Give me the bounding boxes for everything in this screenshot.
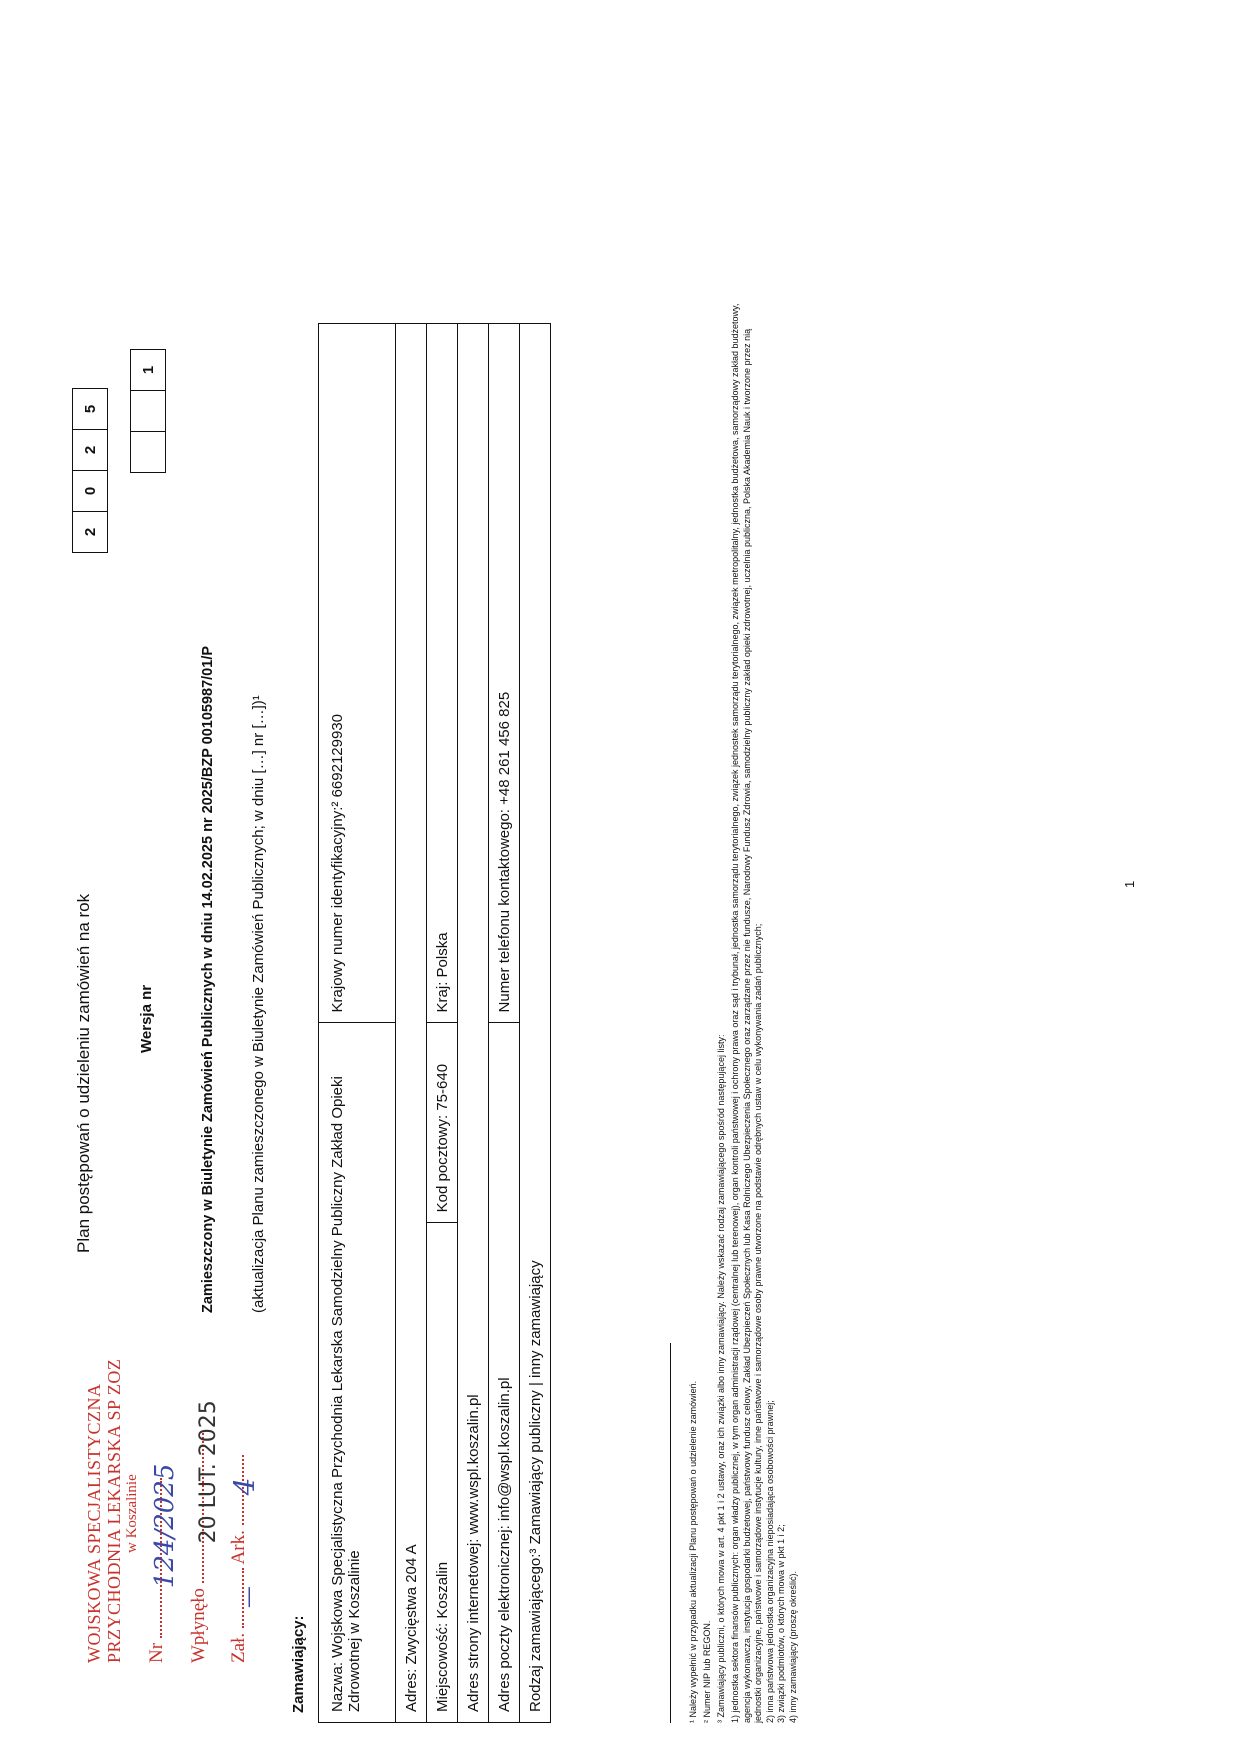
stamp-line-1: WOJSKOWA SPECJALISTYCZNA	[84, 1383, 104, 1663]
stamp-wplynelo-label: Wpłynęło	[188, 1588, 209, 1663]
version-label: Wersja nr	[138, 984, 155, 1053]
rodzaj-cell: Rodzaj zamawiającego:³ Zamawiający publiczny | inny zamawiający	[520, 324, 551, 1723]
stamp-ark-value: 4	[228, 1477, 261, 1496]
year-boxes	[72, 388, 108, 553]
zamawiajacy-table	[318, 323, 551, 1723]
stamp-zal-value: —	[236, 1586, 261, 1609]
footnote-list	[730, 293, 799, 1723]
footnote-1: ¹ Należy wypełnić w przypadku aktualizacji Planu postępowań o udzielenie zamówień.	[688, 1380, 698, 1723]
footnote-rule	[670, 1343, 671, 1723]
footnote-3: ³ Zamawiający publiczni, o których mowa w art. 4 pkt 1 i 2 ustawy, oraz ich związki albo inny zamawiający. Należy wskazać rodzaj zamawiającego spośród następującej listy:	[716, 1034, 726, 1723]
stamp-line-3: w Koszalinie	[124, 1474, 140, 1553]
version-digit	[131, 390, 165, 431]
version-digit: 1	[139, 365, 157, 375]
year-digit: 5	[81, 404, 99, 414]
year-digit: 2	[73, 511, 107, 552]
kraj-cell: Kraj: Polska	[427, 324, 458, 1023]
adres-cell: Adres: Zwycięstwa 204 A	[396, 324, 427, 1723]
zamawiajacy-heading: Zamawiający:	[290, 1615, 307, 1713]
version-digit	[131, 431, 165, 472]
nazwa-cell: Nazwa: Wojskowa Specjalistyczna Przychodnia Lekarska Samodzielny Publiczny Zakład Opieki Zdrowotnej w Koszalinie	[319, 1023, 396, 1723]
stamp-zal-label: Zał.	[228, 1632, 249, 1663]
page-number: 1	[1122, 880, 1137, 888]
email-cell: Adres poczty elektronicznej: info@wspl.koszalin.pl	[489, 1023, 520, 1723]
telefon-cell: Numer telefonu kontaktowego: +48 261 456 825	[489, 324, 520, 1023]
footnote-item: 3) związki podmiotów, o których mowa w pkt 1 i 2;	[776, 1524, 786, 1723]
stamp-zal-row	[228, 1455, 261, 1663]
stamp-nr-row	[146, 1463, 180, 1663]
year-digit: 0	[73, 470, 107, 511]
stamp-ark-label: Ark.	[228, 1530, 249, 1565]
stamp-nr-label: Nr	[146, 1642, 167, 1663]
footnote-item: 4) inny zamawiający (proszę określić).	[787, 1570, 798, 1723]
version-boxes	[130, 349, 166, 473]
update-note: (aktualizacja Planu zamieszczonego w Biuletynie Zamówień Publicznych; w dniu […] nr […])¹	[250, 695, 267, 1313]
bzp-publication-info: Zamieszczony w Biuletynie Zamówień Publicznych w dniu 14.02.2025 nr 2025/BZP 00105987/01/P	[200, 645, 216, 1313]
year-digit: 2	[73, 429, 107, 470]
miejscowosc-cell: Miejscowość: Koszalin	[427, 1223, 458, 1723]
footnote-item: 2) inna państwowa jednostka organizacyjna nieposiadająca osobowości prawnej;	[764, 1400, 775, 1723]
krajowy-numer-cell: Krajowy numer identyfikacyjny:² 6692129930	[319, 324, 396, 1023]
document-title: Plan postępowań o udzieleniu zamówień na rok	[74, 893, 93, 1253]
stamp-date-value: 20 LUT. 2025	[196, 1400, 221, 1544]
stamp-line-2: PRZYCHODNIA LEKARSKA SP ZOZ	[104, 1358, 124, 1663]
footnote-2: ² Numer NIP lub REGON.	[702, 1620, 712, 1723]
www-cell: Adres strony internetowej: www.wspl.koszalin.pl	[458, 324, 489, 1723]
stamp-nr-value: 124/2025	[150, 1463, 180, 1589]
stamp-wplynelo-row	[188, 1400, 221, 1663]
footnote-item: 1) jednostka sektora finansów publicznych: organ władzy publicznej, w tym organ administracji rządowej (centralnej lub terenowej), organ kontroli państwowej i ochrony prawa oraz sąd i trybunał, jednostka samorządu terytorialnego, związek jednostek samorządu terytorialnego, związek metropolitalny, jednostka budżetowa, samorządowy zakład budżetowy, agencja wykonawcza, instytucja gospodarki budżetowej, państwowy fundusz celowy, Zakład Ubezpieczeń Społecznych lub Kasa Rolniczego Ubezpieczenia Społecznego oraz zarządzane przez nie fundusze, Narodowy Fundusz Zdrowia, samodzielny publiczny zakład opieki zdrowotnej, uczelnia publiczna, Polska Akademia Nauk i tworzone przez nią jednostki organizacyjne, państwowe i samorządowe instytucje kultury, inne państwowe i samorządowe osoby prawne utworzone na podstawie odrębnych ustaw w celu wykonywania zadań publicznych;	[730, 303, 763, 1723]
kod-pocztowy-cell: Kod pocztowy: 75-640	[427, 1023, 458, 1223]
